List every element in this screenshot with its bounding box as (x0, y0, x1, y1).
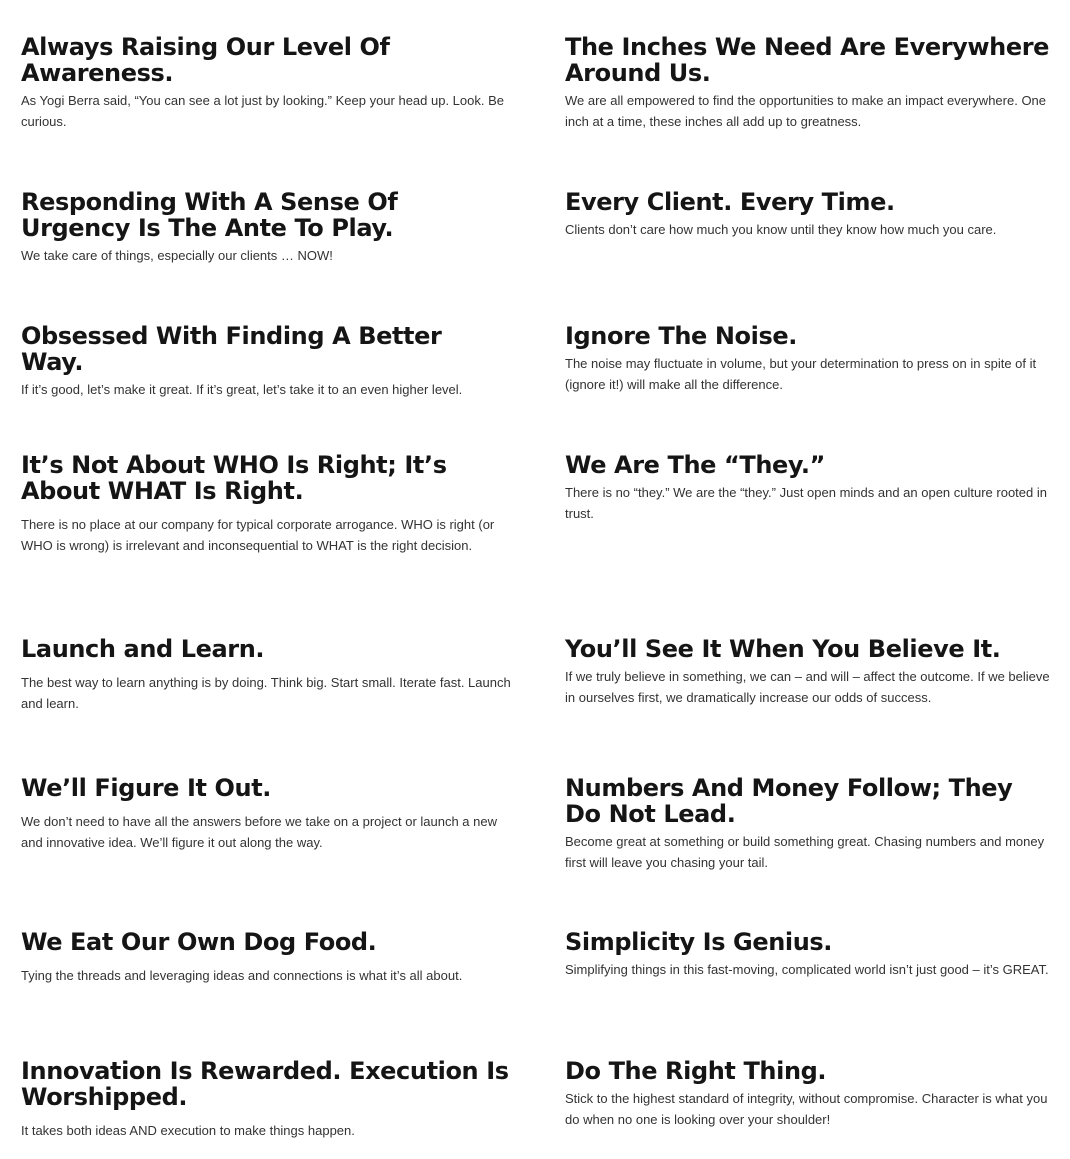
value-item (565, 34, 1050, 132)
value-item (21, 323, 511, 401)
value-title: It’s Not About WHO Is Right; It’s About WHAT Is Right. (21, 451, 447, 505)
value-description: Become great at something or build something great. Chasing numbers and money first will leave you chasing your tail. (565, 834, 1045, 870)
value-description: If it’s good, let’s make it great. If it’s great, let’s take it to an even higher level. (21, 382, 463, 397)
value-title: Numbers And Money Follow; They Do Not Lead. (565, 774, 1013, 828)
value-description: There is no “they.” We are the “they.” Just open minds and an open culture rooted in trust. (565, 485, 1047, 521)
value-title: Launch and Learn. (21, 635, 265, 663)
value-item (565, 452, 1050, 524)
value-item (565, 775, 1050, 873)
value-description: The noise may fluctuate in volume, but your determination to press on in spite of it (ignore it!) will make all the difference. (565, 356, 1037, 392)
value-title: The Inches We Need Are Everywhere Around Us. (565, 33, 1050, 87)
value-title: Every Client. Every Time. (565, 188, 895, 216)
value-description: It takes both ideas AND execution to make things happen. (21, 1123, 355, 1138)
value-title: We Eat Our Own Dog Food. (21, 928, 377, 956)
value-description: There is no place at our company for typical corporate arrogance. WHO is right (or WHO is wrong) is irrelevant and inconsequential to WHAT is the right decision. (21, 517, 495, 553)
value-item (21, 775, 511, 853)
value-description: If we truly believe in something, we can – and will – affect the outcome. If we believe in ourselves first, we dramatically increase our odds of success. (565, 669, 1050, 705)
value-item (565, 323, 1050, 395)
value-description: The best way to learn anything is by doing. Think big. Start small. Iterate fast. Launch and learn. (21, 675, 511, 711)
value-title: Simplicity Is Genius. (565, 928, 833, 956)
value-title: We Are The “They.” (565, 451, 826, 479)
value-description: Stick to the highest standard of integrity, without compromise. Character is what you do when no one is looking over your shoulder! (565, 1091, 1048, 1127)
value-item (565, 636, 1050, 708)
value-item (565, 189, 1050, 241)
value-description: We are all empowered to find the opportunities to make an impact everywhere. One inch at a time, these inches all add up to greatness. (565, 93, 1047, 129)
value-description: Tying the threads and leveraging ideas and connections is what it’s all about. (21, 968, 463, 983)
value-description: Clients don’t care how much you know until they know how much you care. (565, 222, 997, 237)
value-title: We’ll Figure It Out. (21, 774, 272, 802)
value-title: Innovation Is Rewarded. Execution Is Worshipped. (21, 1057, 509, 1111)
value-description: We don’t need to have all the answers before we take on a project or launch a new and innovative idea. We’ll figure it out along the way. (21, 814, 497, 850)
value-item (21, 189, 511, 267)
value-title: You’ll See It When You Believe It. (565, 635, 1001, 663)
value-item (21, 929, 511, 987)
value-item (21, 34, 511, 132)
value-item (565, 1058, 1050, 1130)
value-description: Simplifying things in this fast-moving, complicated world isn’t just good – it’s GREAT. (565, 962, 1049, 977)
value-description: As Yogi Berra said, “You can see a lot just by looking.” Keep your head up. Look. Be curious. (21, 93, 504, 129)
value-item (21, 636, 511, 714)
value-item (21, 452, 511, 556)
value-title: Ignore The Noise. (565, 322, 797, 350)
value-item (565, 929, 1050, 981)
value-title: Do The Right Thing. (565, 1057, 827, 1085)
value-title: Responding With A Sense Of Urgency Is The Ante To Play. (21, 188, 398, 242)
value-description: We take care of things, especially our clients … NOW! (21, 248, 333, 263)
value-title: Obsessed With Finding A Better Way. (21, 322, 442, 376)
value-title: Always Raising Our Level Of Awareness. (21, 33, 390, 87)
value-item (21, 1058, 511, 1142)
